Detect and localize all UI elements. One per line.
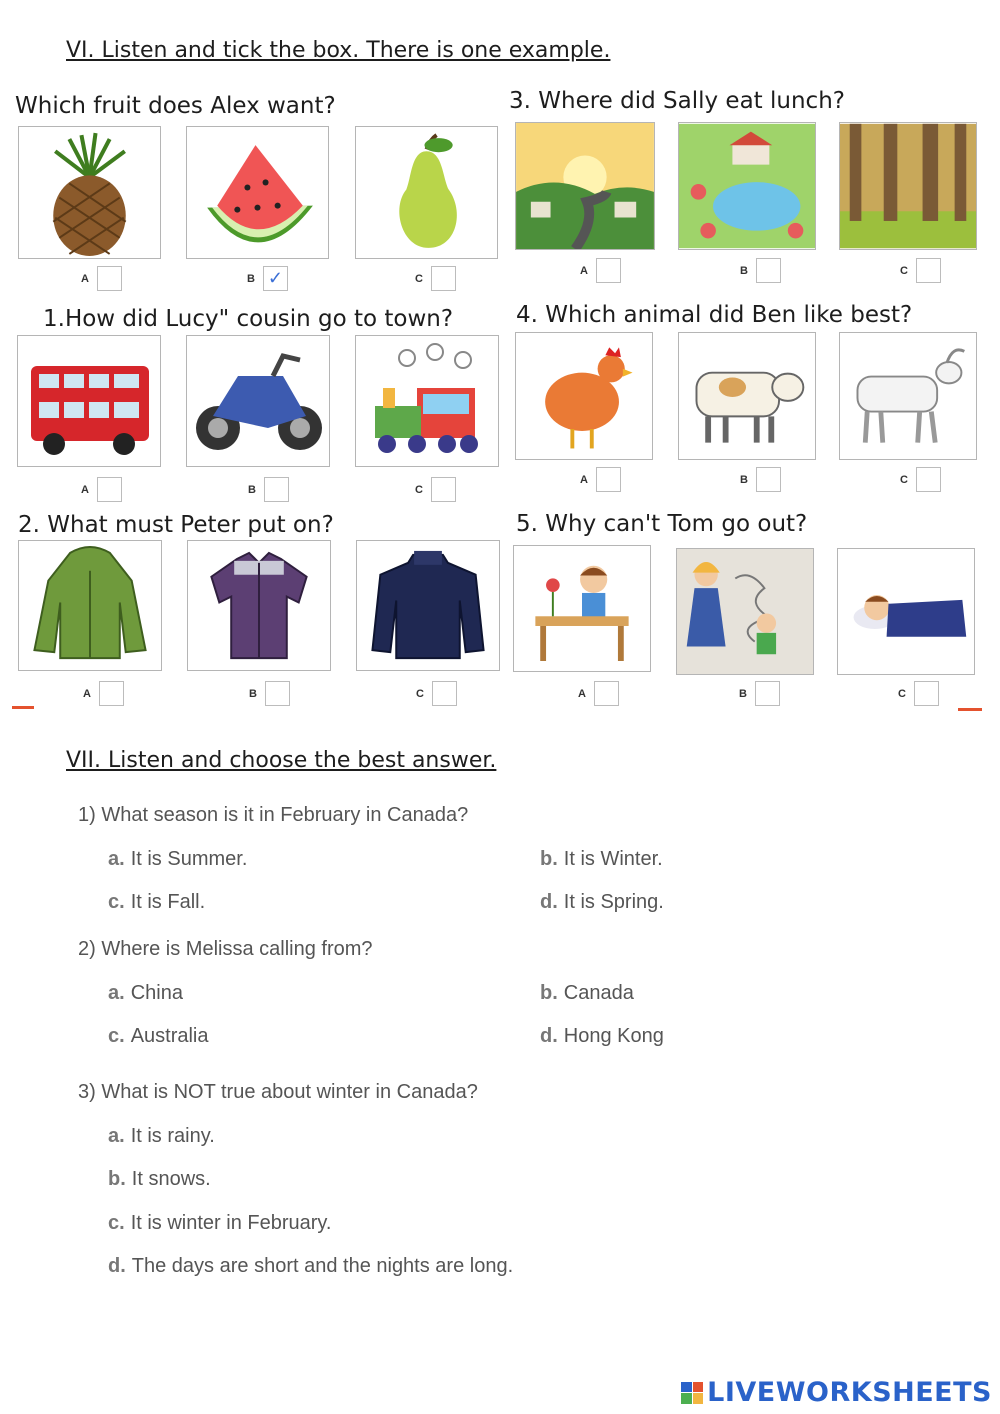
checkbox[interactable] — [431, 477, 456, 502]
q2-option-a — [83, 681, 124, 706]
checkbox[interactable] — [914, 681, 939, 706]
answer-letter: a. — [108, 1125, 125, 1147]
checkbox[interactable] — [756, 258, 781, 283]
answer-letter: c. — [108, 891, 125, 913]
q2-option-b — [249, 681, 290, 706]
pineapple-image — [18, 126, 161, 259]
option-letter: A — [81, 483, 89, 496]
page-edge-mark-left — [12, 706, 34, 709]
mc-question-1: 1) What season is it in February in Canada? — [78, 804, 469, 826]
motorbike-icon — [187, 336, 329, 466]
countryside-image — [515, 122, 655, 250]
mc-q3-answer-c[interactable] — [108, 1212, 332, 1235]
forest-image — [839, 122, 977, 250]
option-letter: B — [739, 687, 747, 700]
mc-q3-answer-d[interactable] — [108, 1255, 513, 1278]
checkbox[interactable] — [99, 681, 124, 706]
answer-text: It is winter in February. — [130, 1212, 332, 1234]
q1-question: 1.How did Lucy" cousin go to town? — [43, 306, 454, 332]
sick-in-bed-icon — [838, 549, 974, 674]
sweater-icon — [357, 541, 499, 670]
section-7-title: VII. Listen and choose the best answer. — [66, 748, 497, 773]
checkbox[interactable] — [755, 681, 780, 706]
brand-name: LIVEWORKSHEETS — [707, 1377, 992, 1408]
drawing-on-wall-icon — [677, 549, 813, 674]
pear-image — [355, 126, 498, 259]
jacket-icon — [19, 541, 161, 670]
checkbox[interactable] — [916, 467, 941, 492]
answer-letter: a. — [108, 982, 125, 1004]
example-option-a — [81, 266, 122, 291]
sweater-image — [356, 540, 500, 671]
checkbox[interactable] — [596, 258, 621, 283]
answer-text: The days are short and the nights are long. — [131, 1255, 514, 1277]
boy-homework-image — [513, 545, 651, 672]
forest-icon — [840, 123, 976, 249]
example-option-b — [247, 266, 288, 291]
option-letter: B — [740, 264, 748, 277]
checkbox-checked[interactable]: ✓ — [263, 266, 288, 291]
mc-q1-answer-a[interactable] — [108, 848, 247, 871]
mc-question-2: 2) Where is Melissa calling from? — [78, 938, 373, 960]
q4-option-b — [740, 467, 781, 492]
q3-option-a — [580, 258, 621, 283]
answer-letter: d. — [540, 1025, 558, 1047]
option-letter: C — [900, 264, 908, 277]
q1-option-b — [248, 477, 289, 502]
q2-question: 2. What must Peter put on? — [18, 512, 334, 538]
answer-text: Hong Kong — [563, 1025, 664, 1047]
checkbox[interactable] — [265, 681, 290, 706]
option-letter: A — [578, 687, 586, 700]
q5-option-a — [578, 681, 619, 706]
mc-q2-answer-c[interactable] — [108, 1025, 209, 1048]
checkbox[interactable] — [264, 477, 289, 502]
answer-text: China — [130, 982, 183, 1004]
option-letter: B — [740, 473, 748, 486]
mc-question-3: 3) What is NOT true about winter in Canada? — [78, 1081, 478, 1103]
watermelon-icon — [187, 127, 328, 258]
jacket-image — [18, 540, 162, 671]
option-letter: B — [249, 687, 257, 700]
drawing-on-wall-image — [676, 548, 814, 675]
option-letter: C — [898, 687, 906, 700]
mc-q1-answer-d[interactable] — [540, 891, 664, 914]
goat-image — [839, 332, 977, 460]
pear-icon — [356, 127, 497, 258]
liveworksheets-logo[interactable] — [681, 1377, 992, 1408]
option-letter: C — [415, 272, 423, 285]
option-letter: C — [416, 687, 424, 700]
cow-icon — [679, 333, 815, 459]
checkbox[interactable] — [916, 258, 941, 283]
checkbox[interactable] — [596, 467, 621, 492]
option-letter: A — [81, 272, 89, 285]
checkbox[interactable] — [431, 266, 456, 291]
mc-q2-answer-d[interactable] — [540, 1025, 664, 1048]
cow-image — [678, 332, 816, 460]
watermelon-image — [186, 126, 329, 259]
q1-option-c — [415, 477, 456, 502]
mc-q2-answer-a[interactable] — [108, 982, 183, 1005]
mc-q3-answer-b[interactable] — [108, 1168, 211, 1191]
q5-question: 5. Why can't Tom go out? — [516, 511, 808, 537]
q4-option-a — [580, 467, 621, 492]
option-letter: C — [900, 473, 908, 486]
countryside-icon — [516, 123, 654, 249]
logo-grid-icon — [681, 1382, 703, 1404]
answer-letter: d. — [540, 891, 558, 913]
mc-q2-answer-b[interactable] — [540, 982, 634, 1005]
mc-q3-answer-a[interactable] — [108, 1125, 215, 1148]
train-icon — [356, 336, 498, 466]
answer-text: It is Spring. — [563, 891, 664, 913]
q5-option-b — [739, 681, 780, 706]
q2-option-c — [416, 681, 457, 706]
park-image — [678, 122, 816, 250]
shirt-image — [187, 540, 331, 671]
park-icon — [679, 123, 815, 249]
option-letter: B — [248, 483, 256, 496]
option-letter: C — [415, 483, 423, 496]
checkbox[interactable] — [97, 477, 122, 502]
bus-image — [17, 335, 161, 467]
option-letter: A — [580, 473, 588, 486]
bus-icon — [18, 336, 160, 466]
checkbox[interactable] — [756, 467, 781, 492]
answer-text: It is Winter. — [563, 848, 663, 870]
motorbike-image — [186, 335, 330, 467]
option-letter: B — [247, 272, 255, 285]
train-image — [355, 335, 499, 467]
answer-text: It is rainy. — [130, 1125, 215, 1147]
answer-letter: d. — [108, 1255, 126, 1277]
q5-option-c — [898, 681, 939, 706]
answer-letter: b. — [108, 1168, 126, 1190]
mc-q1-answer-c[interactable] — [108, 891, 205, 914]
chicken-icon — [516, 333, 652, 459]
chicken-image — [515, 332, 653, 460]
answer-text: It is Fall. — [130, 891, 206, 913]
shirt-icon — [188, 541, 330, 670]
boy-homework-icon — [514, 546, 650, 671]
page-edge-mark-right — [958, 708, 982, 711]
q3-question: 3. Where did Sally eat lunch? — [509, 88, 845, 114]
answer-letter: b. — [540, 848, 558, 870]
checkbox[interactable] — [594, 681, 619, 706]
goat-icon — [840, 333, 976, 459]
sick-in-bed-image — [837, 548, 975, 675]
answer-letter: b. — [540, 982, 558, 1004]
answer-text: It snows. — [131, 1168, 211, 1190]
example-question: Which fruit does Alex want? — [15, 93, 336, 119]
answer-letter: c. — [108, 1025, 125, 1047]
q4-option-c — [900, 467, 941, 492]
section-6-title: VI. Listen and tick the box. There is one example. — [66, 38, 611, 63]
example-option-c — [415, 266, 456, 291]
checkbox[interactable] — [432, 681, 457, 706]
answer-letter: c. — [108, 1212, 125, 1234]
q3-option-c — [900, 258, 941, 283]
option-letter: A — [580, 264, 588, 277]
pineapple-icon — [19, 127, 160, 258]
answer-text: Canada — [563, 982, 634, 1004]
option-letter: A — [83, 687, 91, 700]
answer-text: It is Summer. — [130, 848, 248, 870]
mc-q1-answer-b[interactable] — [540, 848, 663, 871]
answer-text: Australia — [130, 1025, 209, 1047]
q4-question: 4. Which animal did Ben like best? — [516, 302, 913, 328]
q3-option-b — [740, 258, 781, 283]
answer-letter: a. — [108, 848, 125, 870]
q1-option-a — [81, 477, 122, 502]
checkbox[interactable] — [97, 266, 122, 291]
